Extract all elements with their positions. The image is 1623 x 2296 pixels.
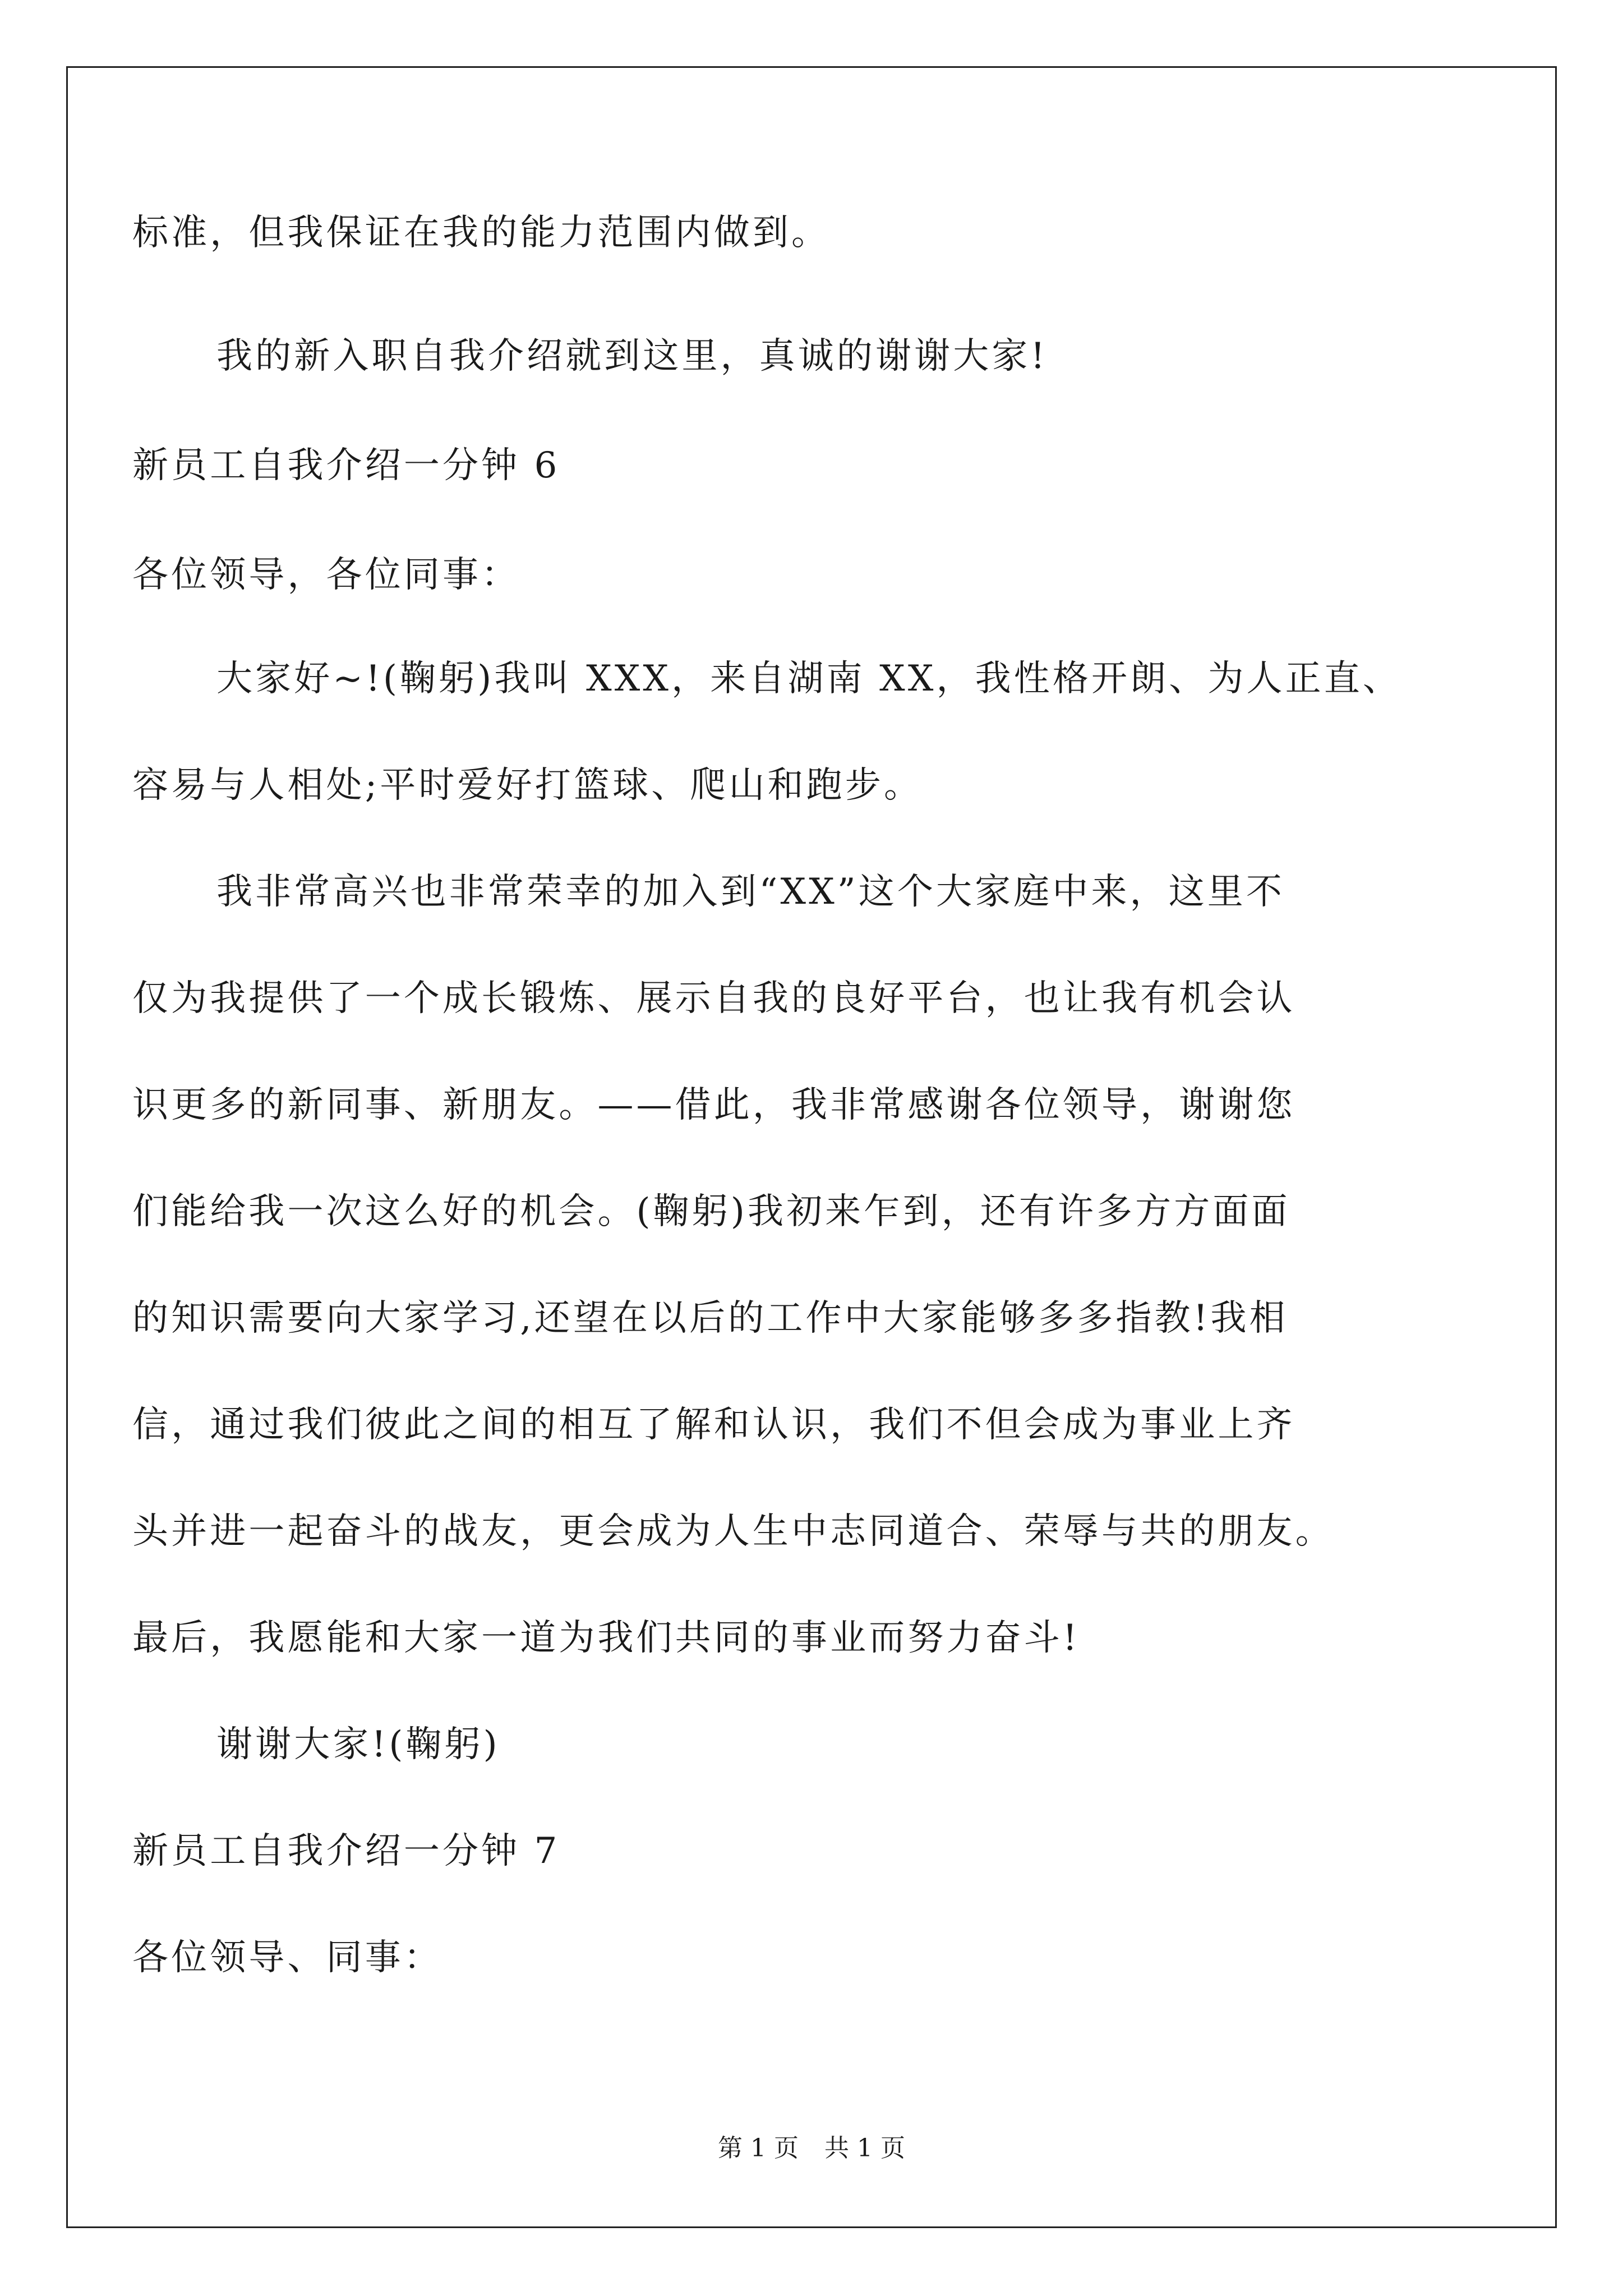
salutation: 各位领导，各位同事：: [132, 554, 520, 596]
paragraph-line: 我非常高兴也非常荣幸的加入到“XX”这个大家庭中来，这里不: [216, 871, 1285, 913]
salutation: 各位领导、同事：: [132, 1937, 442, 1978]
page-number: 第 1 页: [718, 2134, 799, 2162]
page-footer: [0, 2132, 1623, 2165]
paragraph-line: 的知识需要向大家学习,还望在以后的工作中大家能够多多指教!我相: [132, 1297, 1288, 1339]
page-total: 共 1 页: [824, 2134, 905, 2162]
paragraph-line: 们能给我一次这么好的机会。(鞠躬)我初来乍到，还有许多方方面面: [132, 1191, 1290, 1232]
section-heading: 新员工自我介绍一分钟 7: [132, 1830, 560, 1872]
paragraph-line: 容易与人相处;平时爱好打篮球、爬山和跑步。: [132, 765, 923, 806]
paragraph-line: 大家好~!(鞠躬)我叫 XXX，来自湖南 XX，我性格开朗、为人正直、: [216, 658, 1401, 700]
paragraph-line: 我的新入职自我介绍就到这里，真诚的谢谢大家!: [216, 335, 1048, 377]
page-border: [66, 66, 1557, 2228]
paragraph-line: 头并进一起奋斗的战友，更会成为人生中志同道合、荣辱与共的朋友。: [132, 1511, 1334, 1552]
paragraph-line: 最后，我愿能和大家一道为我们共同的事业而努力奋斗!: [132, 1617, 1080, 1659]
paragraph-line: 标准，但我保证在我的能力范围内做到。: [132, 212, 831, 254]
paragraph-line: 谢谢大家!(鞠躬): [216, 1724, 500, 1765]
paragraph-line: 识更多的新同事、新朋友。——借此，我非常感谢各位领导，谢谢您: [132, 1084, 1295, 1126]
section-heading: 新员工自我介绍一分钟 6: [132, 445, 560, 486]
paragraph-line: 仅为我提供了一个成长锻炼、展示自我的良好平台，也让我有机会认: [132, 978, 1295, 1019]
paragraph-line: 信，通过我们彼此之间的相互了解和认识，我们不但会成为事业上齐: [132, 1404, 1295, 1446]
